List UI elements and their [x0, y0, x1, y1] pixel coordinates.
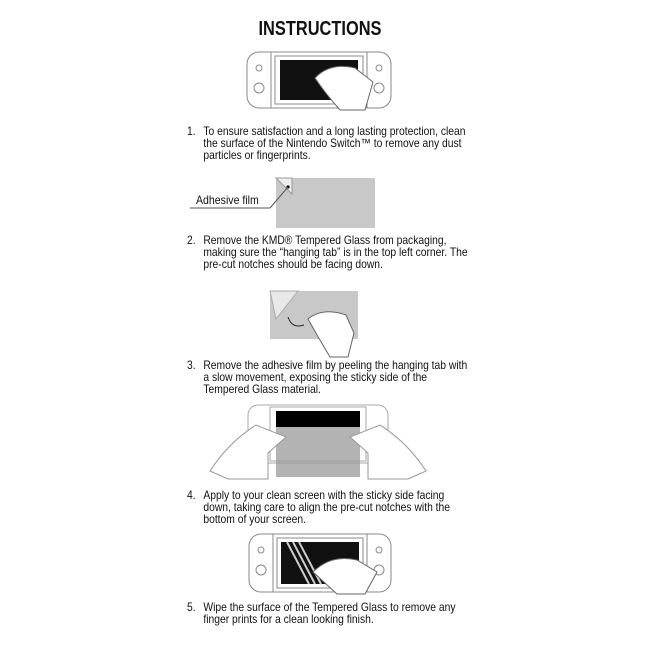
wiping-glass-illustration [247, 532, 395, 596]
step-number: 4. [187, 488, 196, 502]
step-number: 3. [187, 358, 196, 372]
adhesive-film-label: Adhesive film [196, 193, 259, 207]
step-1 [187, 125, 471, 161]
step-number: 2. [187, 233, 196, 247]
step-text: Remove the KMD® Tempered Glass from packaging, making sure the “hanging tab” is in the top left corner. The pre-cut notches should be facing down. [203, 233, 468, 271]
peeling-film-illustration [268, 289, 363, 359]
step-text: Wipe the surface of the Tempered Glass to remove any finger prints for a clean looking finish. [203, 600, 456, 626]
step-number: 1. [187, 124, 196, 138]
applying-glass-illustration [208, 403, 428, 481]
step-5 [187, 601, 471, 625]
step-text: Apply to your clean screen with the sticky side facing down, taking care to align the pre-cut notches with the bottom of your screen. [203, 488, 451, 526]
step-text: Remove the adhesive film by peeling the hanging tab with a slow movement, exposing the sticky side of the Tempered Glass material. [203, 358, 468, 396]
page-title: INSTRUCTIONS [258, 18, 382, 40]
step-number: 5. [187, 600, 196, 614]
step-2 [187, 234, 471, 270]
step-text: To ensure satisfaction and a long lasting protection, clean the surface of the Nintendo Switch™ to remove any dust particles or fingerprints. [203, 124, 466, 162]
step-4 [187, 489, 471, 525]
step-3 [187, 359, 471, 395]
switch-cleaning-illustration [245, 48, 395, 114]
